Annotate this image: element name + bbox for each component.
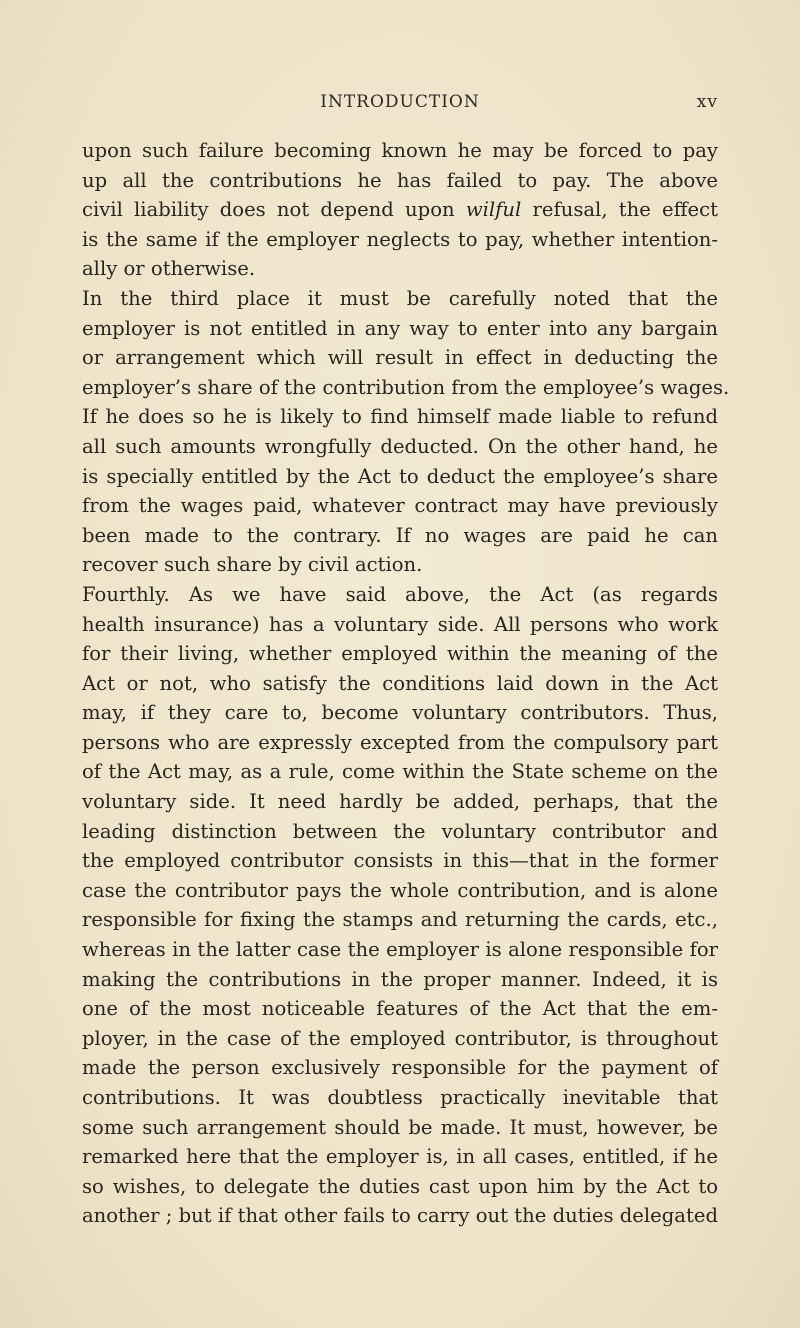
emphasis-word: wilful bbox=[465, 198, 522, 222]
text-line-start: civil liability does not depend upon bbox=[82, 198, 455, 222]
text-line: so wishes, to delegate the duties cast upon him by the Act to bbox=[82, 1174, 718, 1198]
header-title: INTRODUCTION bbox=[320, 92, 480, 112]
text-line: making the contributions in the proper manner. Indeed, it is bbox=[82, 967, 718, 991]
text-line: from the wages paid, whatever contract may have previously bbox=[82, 494, 718, 518]
text-line: employer is not entitled in any way to enter into any bargain bbox=[82, 316, 718, 340]
text-line: some such arrangement should be made. It must, however, be bbox=[82, 1115, 718, 1139]
text-line: made the person exclusively responsible for the payment of bbox=[82, 1056, 718, 1080]
text-line: contributions. It was doubtless practically inevitable that bbox=[82, 1086, 718, 1109]
text-line: whereas in the latter case the employer is alone responsible for bbox=[82, 938, 718, 962]
text-line: voluntary side. It need hardly be added, perhaps, that the bbox=[82, 790, 718, 814]
text-line: employer’s share of the contribution from the employee’s wages. bbox=[82, 375, 730, 399]
text-line: may, if they care to, become voluntary contributors. Thus, bbox=[82, 701, 718, 725]
text-line: ployer, in the case of the employed contributor, is throughout bbox=[82, 1026, 718, 1050]
text-line: the employed contributor consists in this—that in the former bbox=[82, 849, 718, 873]
text-line: Fourthly. As we have said above, the Act (as regards bbox=[82, 582, 718, 606]
text-line bbox=[82, 195, 718, 225]
text-line: or arrangement which will result in effect in deducting the bbox=[82, 346, 718, 370]
running-header bbox=[82, 92, 718, 118]
text-line-end: refusal, the effect bbox=[532, 198, 718, 222]
text-line: leading distinction between the voluntary contributor and bbox=[82, 819, 718, 843]
text-line: for their living, whether employed within the meaning of the bbox=[82, 642, 718, 666]
text-line: is specially entitled by the Act to deduct the employee’s share bbox=[82, 464, 718, 488]
text-line: up all the contributions he has failed to pay. The above bbox=[82, 168, 718, 192]
page-number: xv bbox=[696, 92, 718, 112]
text-line: responsible for fixing the stamps and returning the cards, etc., bbox=[82, 908, 718, 932]
text-line: of the Act may, as a rule, come within the State scheme on the bbox=[82, 760, 718, 784]
text-line: one of the most noticeable features of the Act that the em- bbox=[82, 997, 718, 1021]
text-line: recover such share by civil action. bbox=[82, 553, 423, 577]
text-line: case the contributor pays the whole contribution, and is alone bbox=[82, 878, 718, 902]
text-line: If he does so he is likely to find himself made liable to refund bbox=[82, 405, 718, 429]
text-line: health insurance) has a voluntary side. All persons who work bbox=[82, 612, 718, 636]
body-text bbox=[82, 136, 730, 1231]
text-line: is the same if the employer neglects to pay, whether intention- bbox=[82, 227, 718, 251]
text-line: ally or otherwise. bbox=[82, 257, 256, 281]
text-line: persons who are expressly excepted from the compulsory part bbox=[82, 730, 718, 754]
text-line: upon such failure becoming known he may be forced to pay bbox=[82, 139, 718, 162]
text-line: remarked here that the employer is, in all cases, entitled, if he bbox=[82, 1145, 718, 1169]
text-line: In the third place it must be carefully noted that the bbox=[82, 286, 718, 310]
text-line: Act or not, who satisfy the conditions laid down in the Act bbox=[82, 671, 718, 695]
text-line: all such amounts wrongfully deducted. On the other hand, he bbox=[82, 434, 718, 458]
text-line: another ; but if that other fails to carry out the duties delegated bbox=[82, 1204, 718, 1228]
text-line: been made to the contrary. If no wages are paid he can bbox=[82, 523, 718, 547]
